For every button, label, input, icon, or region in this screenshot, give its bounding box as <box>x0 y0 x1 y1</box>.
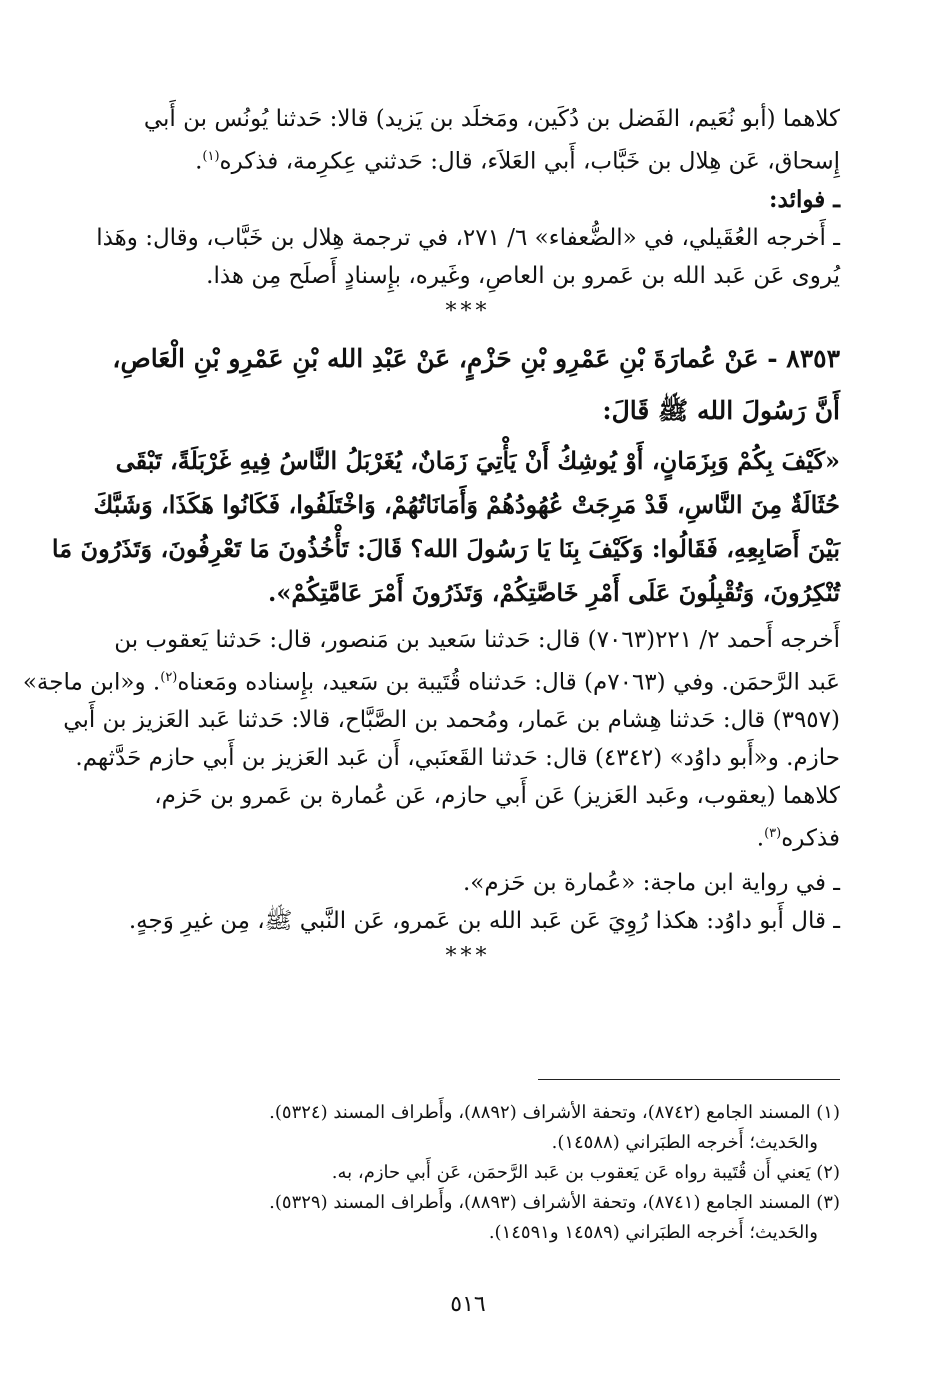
page-body <box>22 100 840 974</box>
footnote-line: والحَديث؛ أَخرجه الطبَراني (١٤٥٨٩ و١٤٥٩١). <box>488 1222 818 1243</box>
hadith-heading-line-1: ٨٣٥٣ - عَنْ عُمارَةَ بْنِ عَمْرِو بْنِ حَزْمٍ، عَنْ عَبْدِ الله بْنِ عَمْرِو بْنِ الْعَاصِ، <box>112 343 840 373</box>
page-number: ٥١٦ <box>450 1292 486 1317</box>
footnote-mark-1: (١) <box>202 149 220 164</box>
fawaid-line-1: ـ أَخرجه العُقَيلي، في «الضُّعفاء» ٦/ ٢٧١، في ترجمة هِلال بن خَبَّاب، وقال: وهَذا <box>96 224 840 251</box>
takhrij-line-4: حازم. و«أَبو داوُد» (٤٣٤٢) قال: حَدثنا القَعنَبي، أَن عَبد العَزيز بن أَبي حازم حَدَّثهم. <box>75 745 840 772</box>
footnote-divider <box>538 1079 840 1080</box>
takhrij-line-2-text: عَبد الرَّحمَن. وفي (٧٠٦٣م) قال: حَدثناه قُتَيبة بن سَعيد، بإِسناده ومَعناه <box>177 669 840 696</box>
footnote-line: (٣) المسند الجامع (٨٧٤١)، وتحفة الأشراف (٨٨٩٣)، وأَطراف المسند (٥٣٢٩). <box>269 1192 840 1213</box>
takhrij-line-2 <box>22 659 840 702</box>
footnote-line: (١) المسند الجامع (٨٧٤٢)، وتحفة الأشراف (٨٨٩٢)، وأَطراف المسند (٥٣٢٤). <box>269 1102 840 1123</box>
hadith-text-line-2: حُثَالَةٌ مِنَ النَّاسِ، قَدْ مَرِجَتْ عُهُودُهُمْ وَأَمَانَاتُهُمْ، وَاخْتَلَفُوا، فَكَانُوا هَكَذَا، وَشَبَّكَ <box>93 489 840 519</box>
takhrij-line-3: (٣٩٥٧) قال: حَدثنا هِشام بن عَمار، ومُحمد بن الصَّبَّاح، قالا: حَدثنا عَبد العَزيز بن أَبي <box>63 707 840 734</box>
footnotes-section <box>96 1098 840 1248</box>
footnote-mark-3: (٣) <box>764 826 782 842</box>
takhrij-line-1: أَخرجه أَحمد ٢/ ٢٢١(٧٠٦٣) قال: حَدثنا سَعيد بن مَنصور، قال: حَدثنا يَعقوب بن <box>114 626 840 653</box>
intro-line-2-text: إِسحاق، عَن هِلال بن خَبَّاب، أَبي العَلاَء، قال: حَدثني عِكرِمة، فذكره <box>219 148 840 175</box>
takhrij-line-2-tail: . و«ابن ماجة» <box>22 669 161 696</box>
fawaid-heading: ـ فوائد: <box>769 185 840 213</box>
footnote-line: (٢) يَعني أَن قُتَيبة رواه عَن يَعقوب بن عَبد الرَّحمَن، عَن أَبي حازم، به. <box>331 1162 840 1183</box>
hadith-text-line-3: بَيْنَ أَصَابِعِهِ، فَقَالُوا: وَكَيْفَ بِنَا يَا رَسُولَ الله؟ قَالَ: تَأْخُذُونَ مَا تَعْرِفُونَ، وَتَذَرُونَ مَا <box>51 533 840 563</box>
kilahuma-line-2: فذكره$^{(٣)}$. <box>756 825 840 852</box>
footnote-mark-2: (٢) <box>160 669 178 685</box>
note-line-1: ـ في رواية ابن ماجة: «عُمارة بن حَزم». <box>462 869 840 896</box>
fawaid-line-2: يُروى عَن عَبد الله بن عَمرو بن العاصِ، وغَيره، بإِسنادٍ أَصلَح مِن هذا. <box>206 262 840 289</box>
kilahuma-line-2-text: فذكره <box>781 825 840 852</box>
separator-stars-1: *** <box>445 298 491 324</box>
intro-line-1: كلاهما (أبو نُعَيم، الفَضل بن دُكَين، ومَخلَد بن يَزيد) قالا: حَدثنا يُونُس بن أَبي <box>143 106 840 132</box>
note-line-2: ـ قال أَبو داوُد: هكذا رُوِيَ عَن عَبد الله بن عَمرو، عَن النَّبي ﷺ، مِن غيرِ وَجهٍ. <box>128 907 840 934</box>
hadith-text-line-1: «كَيْفَ بِكُمْ وَبِزَمَانٍ، أَوْ يُوشِكُ أَنْ يَأْتِيَ زَمَانٌ، يُغَرْبَلُ النَّاسُ فِيهِ غَرْبَلَةً، تَبْقَى <box>115 445 840 475</box>
intro-line-2: إِسحاق، عَن هِلال بن خَبَّاب، أَبي العَلاَء، قال: حَدثني عِكرِمة، فذكره$^{(١)}$. <box>195 148 840 175</box>
hadith-text-line-4: تُنْكِرُونَ، وَتُقْبِلُونَ عَلَى أَمْرِ خَاصَّتِكُمْ، وَتَذَرُونَ أَمْرَ عَامَّتِكُمْ». <box>267 577 840 607</box>
separator-stars-2: *** <box>445 943 491 969</box>
footnote-line: والحَديث؛ أَخرجه الطبَراني (١٤٥٨٨). <box>551 1132 818 1153</box>
hadith-heading-line-2: أَنَّ رَسُولَ الله ﷺ قَالَ: <box>602 395 840 425</box>
kilahuma-line-1: كلاهما (يعقوب، وعَبد العَزيز) عَن أَبي حازم، عَن عُمارة بن عَمرو بن حَزم، <box>154 783 840 810</box>
